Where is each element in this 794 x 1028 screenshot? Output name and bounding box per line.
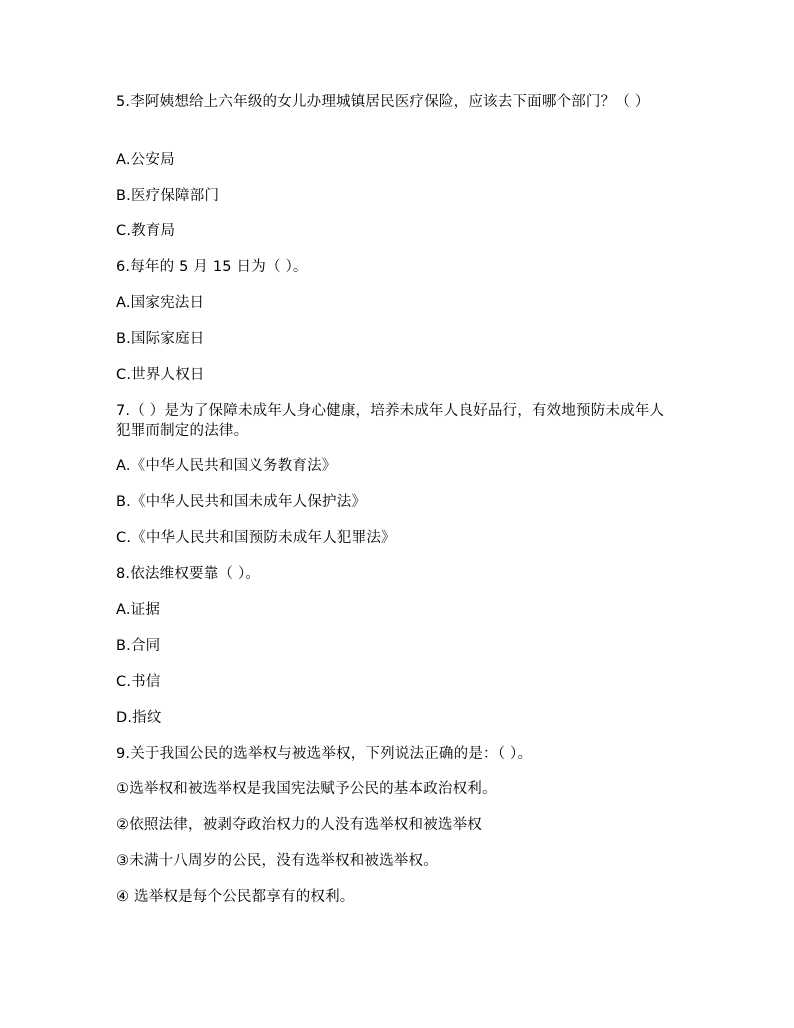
- question-5-option-b: B.医疗保障部门: [116, 188, 220, 204]
- question-8-option-b: B.合同: [116, 638, 161, 654]
- question-7-stem: 7.（ ）是为了保障未成年人身心健康，培养未成年人良好品行，有效地预防未成年人犯罪而制定的法律。: [116, 403, 665, 439]
- question-5-option-a: A.公安局: [116, 152, 175, 168]
- question-9-stem: 9.关于我国公民的选举权与被选举权，下列说法正确的是：（ ）。: [116, 746, 533, 762]
- question-6-stem: 6.每年的 5 月 15 日为（ ）。: [116, 259, 308, 275]
- question-5-stem: 5.李阿姨想给上六年级的女儿办理城镇居民医疗保险，应该去下面哪个部门？（ ）: [116, 94, 650, 110]
- question-5-option-c: C.教育局: [116, 223, 176, 239]
- question-6-option-b: B.国际家庭日: [116, 331, 205, 347]
- question-8-option-a: A.证据: [116, 602, 161, 618]
- question-6-option-a: A.国家宪法日: [116, 295, 205, 311]
- question-8-stem: 8.依法维权要靠（ ）。: [116, 566, 261, 582]
- question-9-statement-4: ④ 选举权是每个公民都享有的权利。: [116, 889, 355, 905]
- question-9-statement-2: ②依照法律，被剥夺政治权力的人没有选举权和被选举权: [116, 817, 482, 833]
- question-9-statement-1: ①选举权和被选举权是我国宪法赋予公民的基本政治权利。: [116, 781, 497, 797]
- question-7-option-c: C.《中华人民共和国预防未成年人犯罪法》: [116, 530, 396, 546]
- question-7-option-b: B.《中华人民共和国未成年人保护法》: [116, 494, 367, 510]
- question-7-option-a: A.《中华人民共和国义务教育法》: [116, 458, 337, 474]
- question-9-statement-3: ③未满十八周岁的公民，没有选举权和被选举权。: [116, 853, 438, 869]
- question-8-option-d: D.指纹: [116, 710, 162, 726]
- question-6-option-c: C.世界人权日: [116, 367, 205, 383]
- question-8-option-c: C.书信: [116, 674, 161, 690]
